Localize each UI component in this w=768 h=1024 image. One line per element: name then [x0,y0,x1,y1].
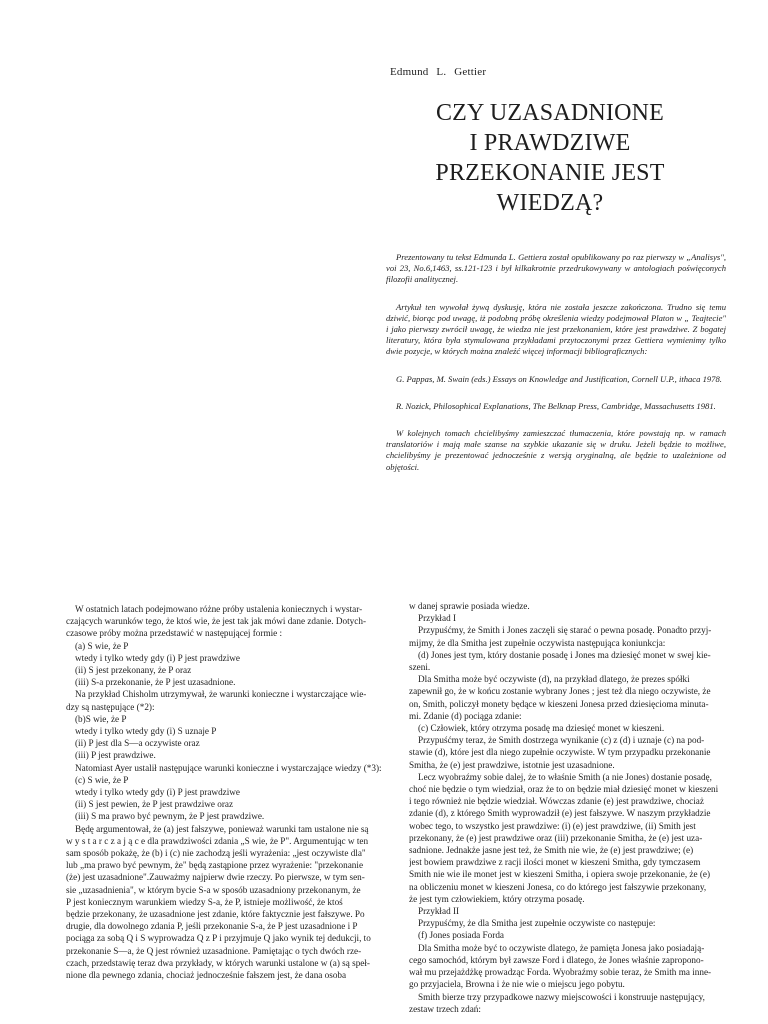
text-line: Smith bierze trzy przypadkowe nazwy miejscowości i konstruuje następujący, [418,991,705,1002]
text-line: stawie (d), które jest dla niego zupełnie oczywiste. W tym przypadku przekonanie [409,747,711,758]
title-line: I PRAWDZIWE [469,130,631,156]
text-line: zapewnił go, że w końcu zostanie wybrany Jones ; jest też dla niego oczywiste, że [409,686,711,697]
text-line: wtedy i tylko wtedy gdy (i) P jest prawdziwe [75,652,241,663]
text-line: Będę argumentował, że (a) jest fałszywe, ponieważ warunki tam ustalone nie są [75,823,369,834]
text-line: W ostatnich latach podejmowano różne próby ustalenia koniecznych i wystar- [75,604,363,614]
text-line: mi. Zdanie (d) pociąga zdanie: [409,710,522,721]
text-line: go przyjaciela, Browna i że nie wie o miejscu jego pobytu. [409,979,625,990]
text-line: wtedy i tylko wtedy gdy (i) P jest prawdziwe [75,787,241,798]
intro-reference: R. Nozick, Philosophical Explanations, The Belknap Press, Cambridge, Massachusetts 1981. [396,400,716,411]
text-line: (iii) S ma prawo być pewnym, że P jest prawdziwe. [75,811,265,822]
text-line: on, Smith, policzył monety będące w kieszeni Jonesa przed dziesięcioma minuta- [409,698,709,709]
text-line: (d) Jones jest tym, który dostanie posadę i Jones ma dziesięć monet w swej kie- [418,649,711,660]
text-line: czających warunków tego, że ktoś wie, że jest tak jak mówi dane zdanie. Dotych- [66,616,367,627]
text-line: szeni. [409,662,431,673]
text-line: Przypuśćmy teraz, że Smith dostrzega wynikanie (c) z (d) i uznaje (c) na pod- [418,735,705,746]
title-line: CZY UZASADNIONE [435,100,665,126]
intro-paragraph: W kolejnych tomach chcielibyśmy zamieszczać tłumaczenia, które powstają np. w ramach translatoriów i mają małe szanse na szybkie ukazanie się w druku. Jeżeli będzie to możliwe, chcielibyśmy je prezentować jednocześnie z wersją oryginalną, ale będzie to uzależnione od objętości. [386,428,726,472]
text-line: pociąga za sobą Q i S wyprowadza Q z P i przyjmuje Q jako wynik tej dedukcji, to [66,933,371,944]
text-line: (że) jest uzasadnione".Zauważmy najpierw dwie rzeczy. Po pierwsze, w tym sen- [66,872,365,883]
text-line: (a) S wie, że P [75,640,129,651]
text-line: wał mu przejażdżkę prowadząc Forda. Wyobraźmy sobie teraz, że Smith ma inne- [409,967,712,978]
intro-paragraph: Artykuł ten wywołał żywą dyskusję, która nie została jeszcze zakończona. Trudno się temu dziwić, biorąc pod uwagę, iż podobną próbę określenia wiedzy podejmował Platon w „ Teajtecie" i jako pierwszy zwrócił uwagę, że wiedza nie jest przekonaniem, które jest prawdziwe. Z bogatej literatury, która była stymulowana przykładami przytoczonymi przez Gettiera wymienimy tylko dwie pozycje, w których można znaleźć więcej informacji bibliograficznych: [386,301,726,357]
text-line: (f) Jones posiada Forda [418,930,504,941]
text-line: będzie przekonany, że uzasadnione jest zdanie, które faktycznie jest fałszywe. Po [66,909,365,920]
title-line: PRZEKONANIE JEST [435,160,665,186]
text-line: że jest tym człowiekiem, który otrzyma posadę. [409,893,585,904]
text-line: Na przykład Chisholm utrzymywał, że warunki konieczne i wystarczające wie- [75,689,367,700]
body-column-right [409,600,735,1015]
editorial-intro [386,252,726,489]
text-line: Przypuśćmy, że Smith i Jones zaczęli się starać o pewna posadę. Ponadto przyj- [418,625,712,636]
text-line: przekonanie S—a, że Q jest również uzasadnione. Pamiętając o tych dwóch rze- [66,945,362,956]
text-line: (c) Człowiek, który otrzyma posadę ma dziesięć monet w kieszeni. [418,723,665,734]
text-line: na obliczeniu monet w kieszeni Jonesa, co do którego jest fałszywie przekonany, [409,881,707,892]
text-line: drugie, dla dowolnego zdania P, jeśli przekonanie S-a, że P jest uzasadnione i P [66,921,358,932]
article-title [430,98,670,218]
text-line: (c) S wie, że P [75,774,129,785]
intro-paragraph: Prezentowany tu tekst Edmunda L. Gettiera został opublikowany po raz pierwszy w „Analisys", voi 23, No.6,1463, ss.121-123 i był kilkakrotnie przedrukowywany w antologiach poświęconych filozofii analitycznej. [386,252,726,285]
text-line: (ii) S jest pewien, że P jest prawdziwe oraz [75,799,234,810]
text-line: czasowe próby można przedstawić w następującej formie : [66,628,283,639]
text-line: i tego również nie będzie wiedział. Wówczas zdanie (e) jest prawdziwe, chociaż [409,796,704,807]
text-line: sam sposób pokażę, że (b) i (c) nie zachodzą jeśli wyrażenia: „jest oczywiste dla" [66,848,366,859]
text-line: Dla Smitha może być oczywiste (d), na przykład dlatego, że prezes spółki [418,674,690,685]
text-line: w y s t a r c z a j ą c e dla prawdziwości zdania „S wie, że P". Argumentując w ten [66,835,369,846]
text-line: choć nie będzie o tym wiedział, oraz że to on będzie miał dziesięć monet w kieszeni [409,784,719,795]
text-line: (b)S wie, że P [75,713,127,724]
text-line: Przypuśćmy, że dla Smitha jest zupełnie oczywiste co następuje: [418,918,656,929]
text-line: sadnione. Jednakże jasne jest też, że Smith nie wie, że (e) jest prawdziwe; (e) [409,845,694,856]
text-line: (iii) P jest prawdziwe. [75,750,156,761]
text-line: mijmy, że dla Smitha jest zupełnie oczywista następująca koniunkcja: [409,637,666,648]
text-line: czach, przedstawię teraz dwa przykłady, w których warunki ustalone w (a) są speł- [66,957,370,968]
text-line: P jest koniecznym warunkiem wiedzy S-a, że P, istnieje możliwość, że ktoś [66,896,343,907]
text-line: Przykład I [418,613,457,624]
text-line: (ii) P jest dla S—a oczywiste oraz [75,738,200,749]
text-line: w danej sprawie posiada wiedze. [409,601,530,611]
text-line: sie „uzasadnienia", w którym bycie S-a w sposób uzasadniony przekonanym, że [66,884,361,895]
text-line: (ii) S jest przekonany, że P oraz [75,665,192,676]
text-line: Smitha, że (e) jest prawdziwe, istotnie jest uzasadnione. [409,759,615,770]
text-line: Dla Smitha może być to oczywiste dlatego, że pamięta Jonesa jako posiadają- [418,942,705,953]
text-line: Lecz wyobraźmy sobie dalej, że to właśnie Smith (a nie Jones) dostanie posadę, [418,771,712,782]
text-line: wobec tego, to wszystko jest prawdziwe: (i) (e) jest prawdziwe, (ii) Smith jest [409,820,696,831]
text-line: zestaw trzech zdań: [409,1003,481,1014]
text-line: Przykład II [418,906,460,917]
author-name: Edmund L. Gettier [390,66,487,78]
title-line: WIEDZĄ? [496,190,604,216]
text-line: nione dla pewnego zdania, chociaż jednocześnie fałszem jest, że dana osoba [66,970,347,981]
intro-reference: G. Pappas, M. Swain (eds.) Essays on Knowledge and Justification, Cornell U.P., ithaca 1978. [396,373,722,384]
text-line: (iii) S-a przekonanie, że P jest uzasadnione. [75,677,236,688]
text-line: jest bowiem prawdziwe z racji ilości monet w kieszeni Smitha, gdy tymczasem [409,857,701,868]
text-line: dzy są następujące (*2): [66,701,155,712]
text-line: wtedy i tylko wtedy gdy (i) S uznaje P [75,726,217,737]
text-line: zdanie (d), z którego Smith wyprowadził (e) jest fałszywe. W naszym przykładzie [409,808,711,819]
text-line: Natomiast Ayer ustalił następujące warunki konieczne i wystarczające wiedzy (*3): [75,762,382,773]
body-column-left [66,603,386,981]
text-line: cego samochód, którym był zawsze Ford i dlatego, że Jones właśnie zapropono- [409,954,704,965]
text-line: lub „ma prawo być pewnym, że" będą zastąpione przez wyrażenie: "przekonanie [66,860,364,871]
text-line: przekonany, że (e) jest prawdziwe oraz (iii) przekonanie Smitha, że (e) jest uza- [409,832,703,843]
text-line: Smith nie wie ile monet jest w kieszeni Smitha, i opiera swoje przekonanie, że (e) [409,869,711,880]
